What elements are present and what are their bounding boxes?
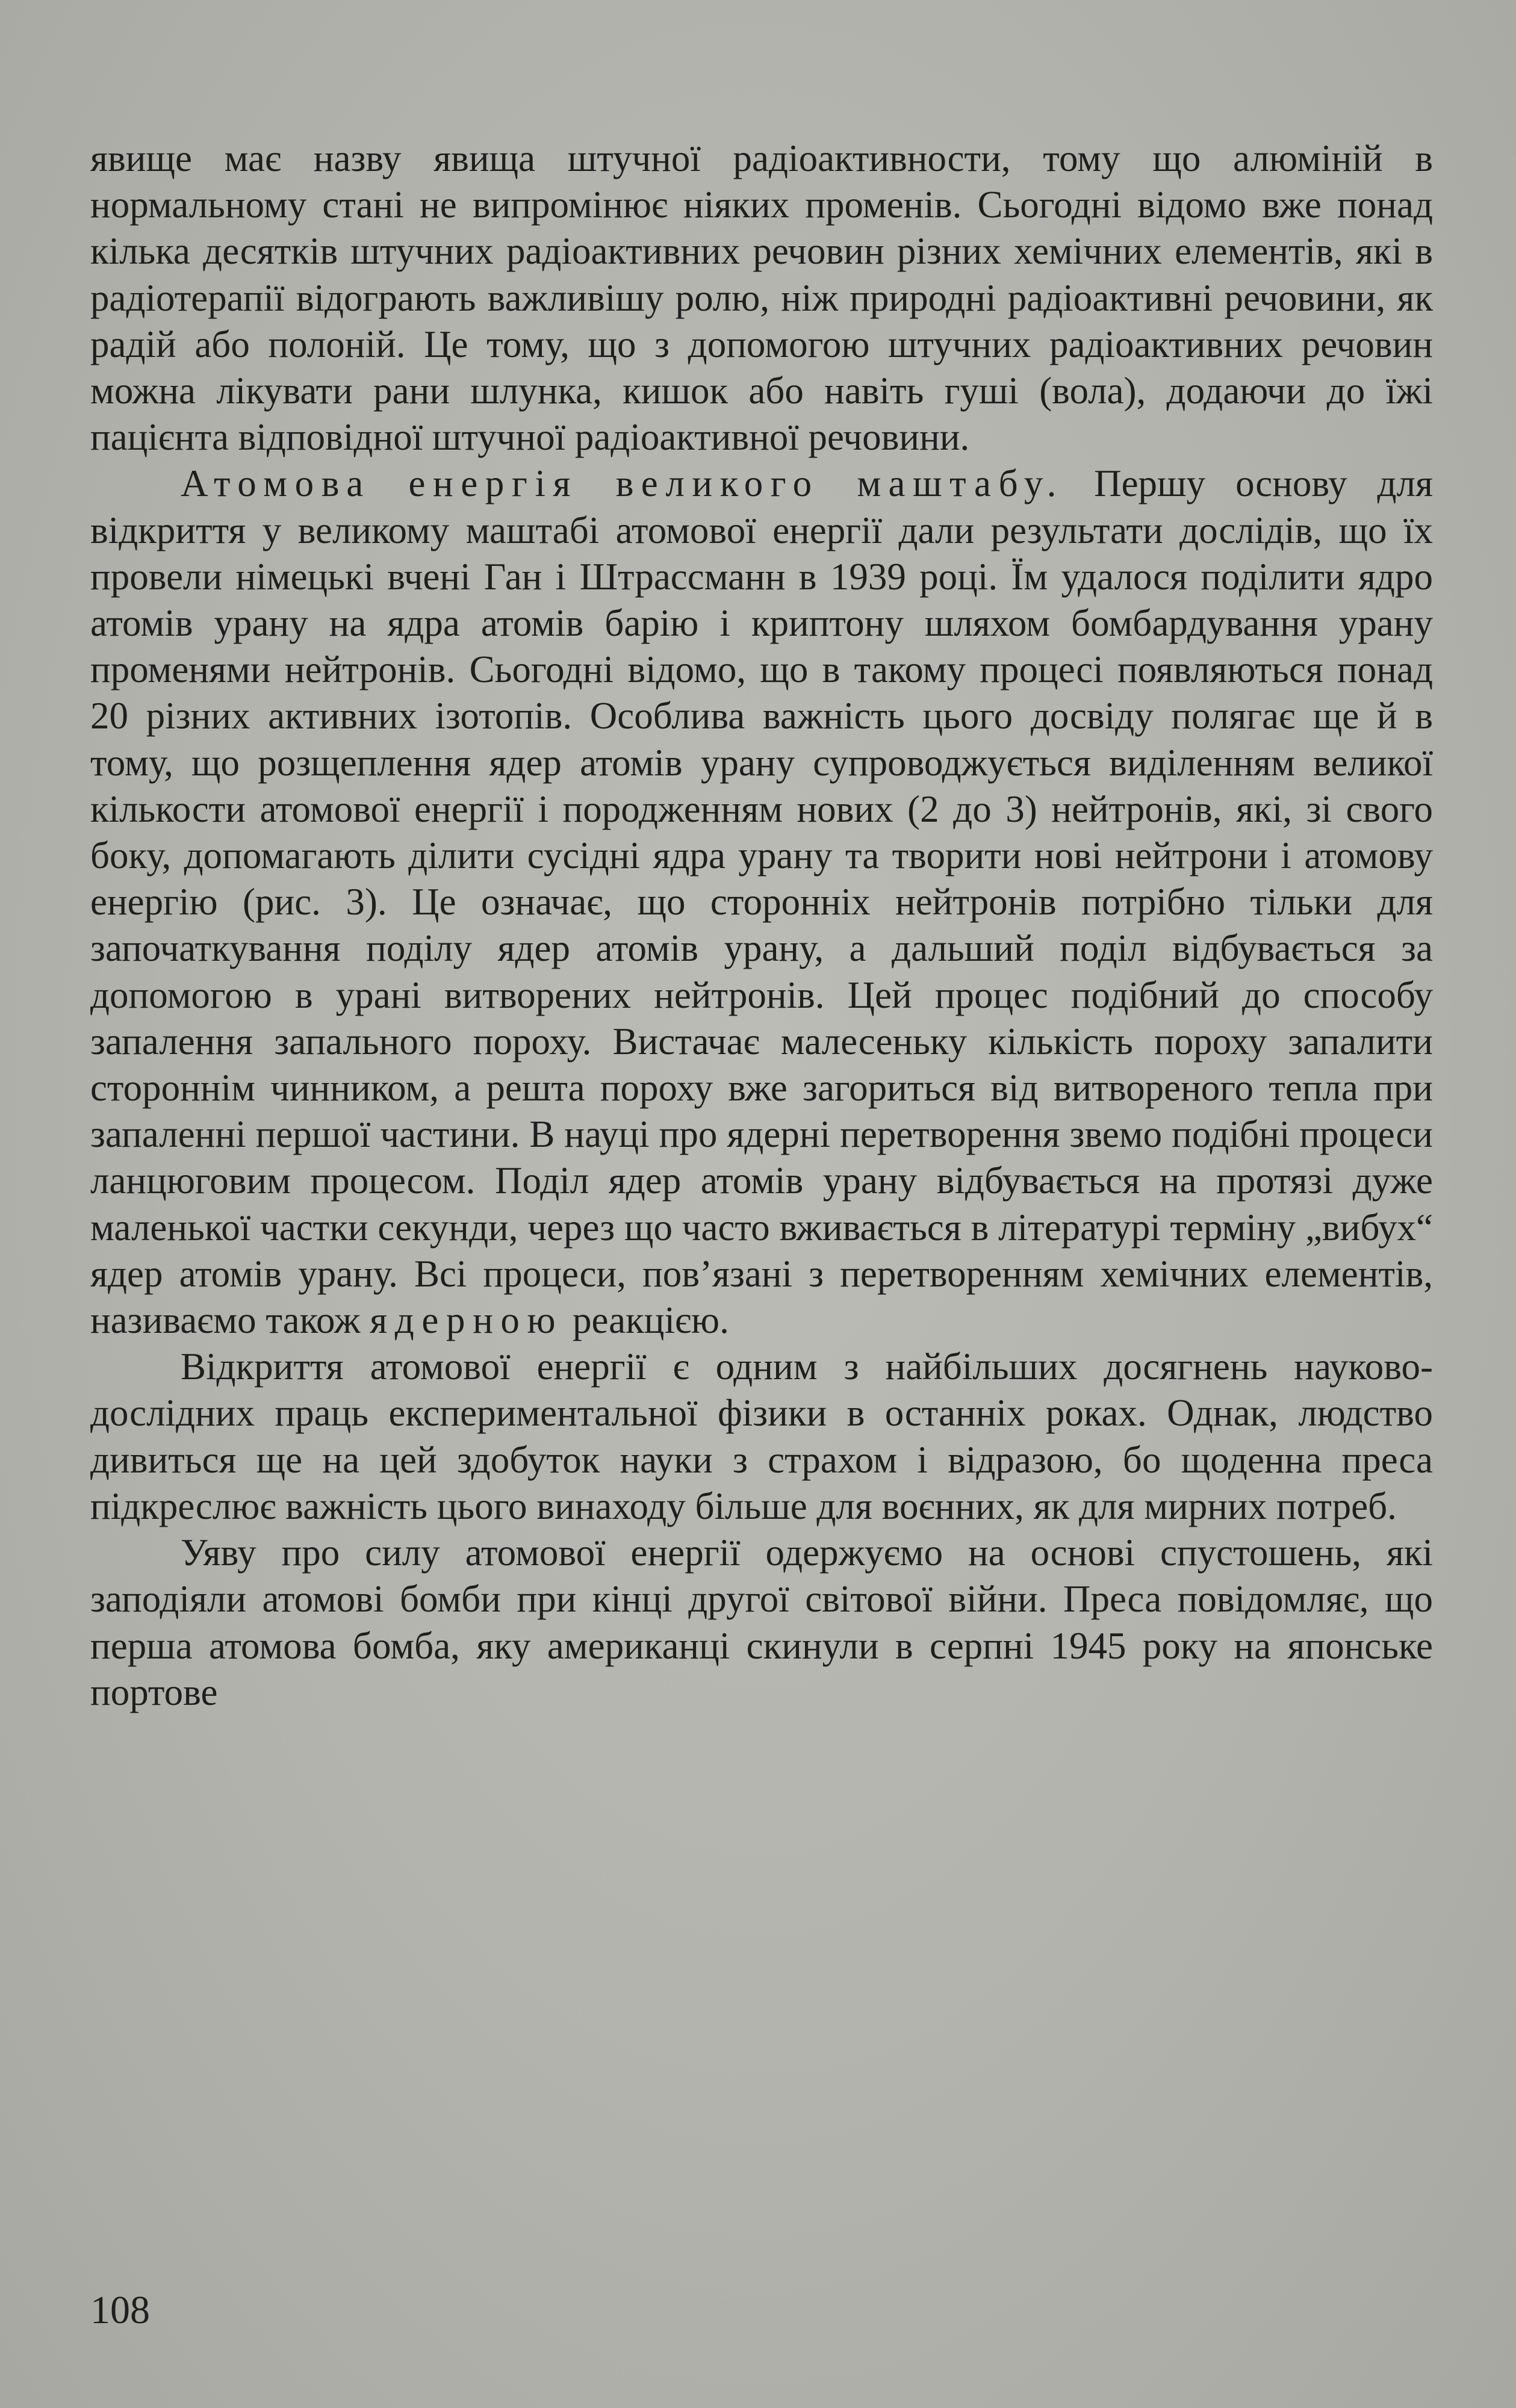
page-number: 108 — [90, 2288, 150, 2332]
section-run-in-heading: Атомова енергія великого маштабу. — [181, 462, 1064, 505]
emphasized-term: ядерною — [370, 1299, 564, 1342]
paragraph-atomic-bomb: Уяву про силу атомової енергії одержуємо на основі спустошень, які заподіяли атомові бомби при кінці другої світової війни. Преса повідомляє, що перша атомова бомба, яку американці скинули в серпні 1945 року на японське портове — [90, 1531, 1433, 1713]
body-text — [90, 135, 1433, 1716]
paragraph-artificial-radioactivity: явище має назву явища штучної радіоактивности, тому що алюміній в нормальному стані не випромінює ніяких променів. Сьогодні відомо вже понад кілька десятків штучних радіоактивних речовин різних хемічних елементів, які в радіотерапії відограють важливішу ролю, ніж природні радіоактивні речовини, як радій або полоній. Це тому, що з допомогою штучних радіоактивних речовин можна лікувати рани шлунка, кишок або навіть гуші (вола), додаючи до їжі пацієнта відповідної штучної радіоактивної речовини. — [90, 137, 1433, 459]
paragraph-end: реакцією. — [563, 1299, 729, 1342]
paragraph-discovery-significance: Відкриття атомової енергії є одним з найбільших досягнень науково-дослідних праць експериментальної фізики в останніх роках. Однак, людство дивиться ще на цей здобуток науки з страхом і відразою, бо щоденна преса підкреслює важність цього винаходу більше для воєнних, як для мирних потреб. — [90, 1345, 1433, 1527]
paragraph-atomic-energy-large-scale — [90, 461, 1433, 1344]
paragraph-body: Першу основу для відкриття у великому маштабі атомової енергії дали результати дослідів, що їх провели німецькі вчені Ган і Штрассманн в 1939 році. Їм удалося поділити ядро атомів урану на ядра атомів барію і криптону шляхом бомбардування урану променями нейтронів. Сьогодні відомо, що в такому процесі появляються понад 20 різних активних ізотопів. Особлива важність цього досвіду полягає ще й в тому, що розщеплення ядер атомів урану супроводжується виділенням великої кількости атомової енергії і породженням нових (2 до 3) нейтронів, які, зі свого боку, допомагають ділити сусідні ядра урану та творити нові нейтрони і атомову енергію (рис. 3). Це означає, що сторонніх нейтронів потрібно тільки для започаткування поділу ядер атомів урану, а дальший поділ відбувається за допомогою в урані витворених нейтронів. Цей процес подібний до способу запалення запального пороху. Вистачає малесеньку кількість пороху запалити стороннім чинником, а решта пороху вже загориться від витвореного тепла при запаленні першої частини. В науці про ядерні перетворення звемо подібні процеси ланцюговим процесом. Поділ ядер атомів урану відбувається на протязі дуже маленької частки секунди, через що часто вживається в літературі терміну „вибух“ ядер атомів урану. Всі процеси, пов’язані з перетворенням хемічних елементів, називаємо також — [90, 462, 1433, 1342]
